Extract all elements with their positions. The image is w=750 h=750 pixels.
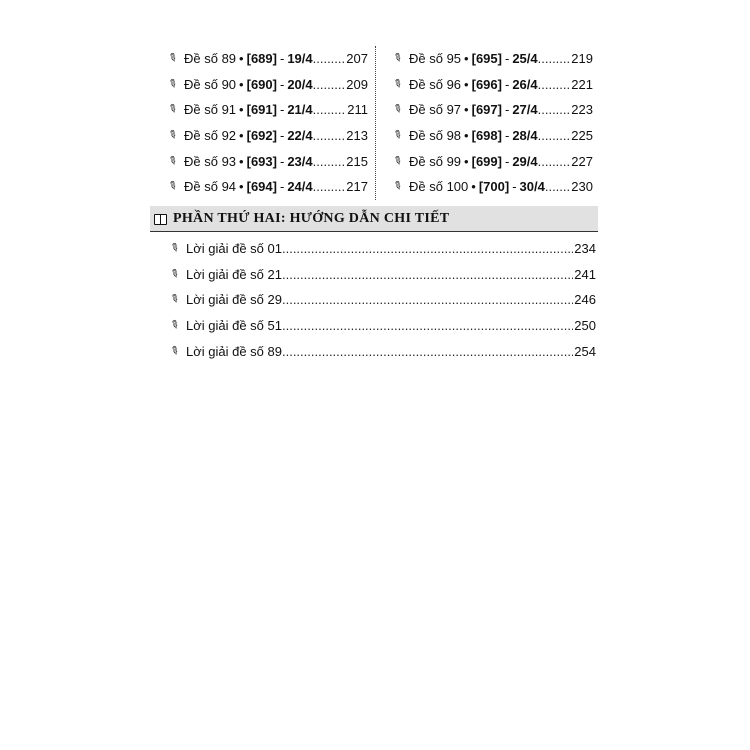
dot-leader: [545, 179, 570, 194]
dot-leader: [282, 292, 573, 307]
answer-entry[interactable]: [167, 287, 596, 313]
dot-leader: [313, 102, 347, 117]
entry-date: 24/4: [287, 179, 313, 195]
entry-page: 225: [571, 128, 593, 144]
entry-date: 27/4: [512, 102, 538, 118]
pen-nib-icon: ✎: [165, 102, 180, 118]
entry-date: 25/4: [512, 51, 538, 67]
entry-page: 209: [346, 76, 368, 92]
entry-page: 215: [346, 153, 368, 169]
pen-nib-icon: ✎: [165, 76, 180, 92]
dot-leader: [282, 267, 573, 282]
separator-dot: •: [239, 102, 244, 118]
separator-dot: •: [239, 153, 244, 169]
entry-page: 219: [571, 51, 593, 67]
entry-label: Đề số 98: [409, 128, 462, 144]
entry-page: 213: [346, 128, 368, 144]
separator-dot: •: [239, 179, 244, 195]
pen-nib-icon: ✎: [167, 266, 182, 282]
dot-leader: [282, 318, 573, 333]
separator-dot: •: [471, 179, 476, 195]
answer-label: Lời giải đề số 29: [186, 292, 282, 308]
answer-label: Lời giải đề số 51: [186, 318, 282, 334]
entry-date: 29/4: [512, 153, 538, 169]
toc-column-right: [390, 46, 593, 200]
dash: -: [504, 153, 510, 169]
pen-nib-icon: ✎: [167, 343, 182, 359]
toc-entry[interactable]: [390, 123, 593, 149]
entry-page: 211: [347, 102, 368, 118]
entry-code: [694]: [246, 179, 277, 195]
entry-label: Đề số 93: [184, 153, 237, 169]
answer-page: 241: [574, 266, 596, 282]
toc-entry[interactable]: [390, 97, 593, 123]
entry-date: 20/4: [287, 76, 313, 92]
separator-dot: •: [464, 153, 469, 169]
entry-page: 207: [346, 51, 368, 67]
answer-page: 254: [574, 343, 596, 359]
dot-leader: [313, 51, 346, 66]
dot-leader: [538, 154, 571, 169]
entry-page: 227: [571, 153, 593, 169]
entry-date: 21/4: [287, 102, 313, 118]
dot-leader: [313, 128, 346, 143]
entry-date: 28/4: [512, 128, 538, 144]
pen-nib-icon: ✎: [165, 51, 180, 67]
entry-label: Đề số 95: [409, 51, 462, 67]
entry-code: [699]: [471, 153, 502, 169]
entry-label: Đề số 89: [184, 51, 237, 67]
entry-code: [697]: [471, 102, 502, 118]
answer-list: [167, 236, 596, 364]
answer-page: 234: [574, 241, 596, 257]
entry-label: Đề số 92: [184, 128, 237, 144]
entry-date: 19/4: [287, 51, 313, 67]
entry-code: [698]: [471, 128, 502, 144]
toc-entry[interactable]: [390, 148, 593, 174]
entry-page: 223: [571, 102, 593, 118]
dot-leader: [538, 128, 571, 143]
pen-nib-icon: ✎: [390, 51, 405, 67]
toc-entry[interactable]: [390, 72, 593, 98]
separator-dot: •: [239, 128, 244, 144]
dash: -: [279, 128, 285, 144]
toc-entry[interactable]: [165, 123, 368, 149]
dot-leader: [313, 179, 346, 194]
dash: -: [512, 179, 517, 195]
dash: -: [504, 51, 510, 67]
separator-dot: •: [464, 128, 469, 144]
entry-page: 230: [571, 179, 593, 195]
answer-entry[interactable]: [167, 313, 596, 339]
pen-nib-icon: ✎: [165, 179, 180, 195]
answer-entry[interactable]: [167, 338, 596, 364]
entry-label: Đề số 96: [409, 76, 462, 92]
entry-code: [696]: [471, 76, 502, 92]
column-divider: [375, 46, 376, 200]
entry-date: 23/4: [287, 153, 313, 169]
entry-label: Đề số 99: [409, 153, 462, 169]
separator-dot: •: [239, 76, 244, 92]
toc-entry[interactable]: [165, 148, 368, 174]
entry-code: [695]: [471, 51, 502, 67]
dash: -: [279, 76, 285, 92]
entry-label: Đề số 97: [409, 102, 462, 118]
pen-nib-icon: ✎: [167, 317, 182, 333]
dash: -: [504, 102, 510, 118]
dash: -: [504, 76, 510, 92]
book-icon: [154, 214, 167, 224]
toc-exam-list: [165, 46, 608, 202]
entry-date: 22/4: [287, 128, 313, 144]
toc-entry[interactable]: [165, 174, 368, 200]
dot-leader: [538, 102, 571, 117]
section-title: PHẦN THỨ HAI: HƯỚNG DẪN CHI TIẾT: [173, 210, 450, 226]
pen-nib-icon: ✎: [167, 292, 182, 308]
answer-page: 250: [574, 318, 596, 334]
separator-dot: •: [239, 51, 244, 67]
dash: -: [279, 179, 285, 195]
answer-label: Lời giải đề số 01: [186, 241, 282, 257]
answer-label: Lời giải đề số 89: [186, 343, 282, 359]
toc-entry[interactable]: [390, 174, 593, 200]
pen-nib-icon: ✎: [167, 241, 182, 257]
entry-date: 30/4: [519, 179, 545, 195]
entry-code: [700]: [478, 179, 510, 195]
entry-code: [693]: [246, 153, 277, 169]
entry-date: 26/4: [512, 76, 538, 92]
dash: -: [279, 102, 285, 118]
separator-dot: •: [464, 51, 469, 67]
pen-nib-icon: ✎: [390, 179, 405, 195]
pen-nib-icon: ✎: [165, 127, 180, 143]
answer-entry[interactable]: [167, 236, 596, 262]
entry-code: [689]: [246, 51, 277, 67]
toc-entry[interactable]: [165, 97, 368, 123]
answer-page: 246: [574, 292, 596, 308]
dot-leader: [282, 344, 573, 359]
dash: -: [279, 153, 285, 169]
entry-page: 221: [571, 76, 593, 92]
entry-label: Đề số 90: [184, 76, 237, 92]
separator-dot: •: [464, 102, 469, 118]
entry-code: [690]: [246, 76, 277, 92]
toc-entry[interactable]: [165, 72, 368, 98]
pen-nib-icon: ✎: [390, 76, 405, 92]
entry-label: Đề số 91: [184, 102, 237, 118]
entry-code: [691]: [246, 102, 277, 118]
toc-column-left: [165, 46, 368, 200]
dot-leader: [313, 77, 346, 92]
dash: -: [279, 51, 285, 67]
answer-entry[interactable]: [167, 262, 596, 288]
pen-nib-icon: ✎: [390, 153, 405, 169]
dot-leader: [538, 51, 571, 66]
dash: -: [504, 128, 510, 144]
dot-leader: [282, 241, 573, 256]
entry-label: Đề số 94: [184, 179, 237, 195]
pen-nib-icon: ✎: [390, 102, 405, 118]
pen-nib-icon: ✎: [390, 127, 405, 143]
entry-page: 217: [346, 179, 368, 195]
entry-label: Đề số 100: [409, 179, 469, 195]
answer-label: Lời giải đề số 21: [186, 266, 282, 282]
toc-entry[interactable]: [165, 46, 368, 72]
section-header[interactable]: [150, 206, 598, 232]
separator-dot: •: [464, 76, 469, 92]
toc-entry[interactable]: [390, 46, 593, 72]
dot-leader: [538, 77, 571, 92]
pen-nib-icon: ✎: [165, 153, 180, 169]
dot-leader: [313, 154, 346, 169]
entry-code: [692]: [246, 128, 277, 144]
